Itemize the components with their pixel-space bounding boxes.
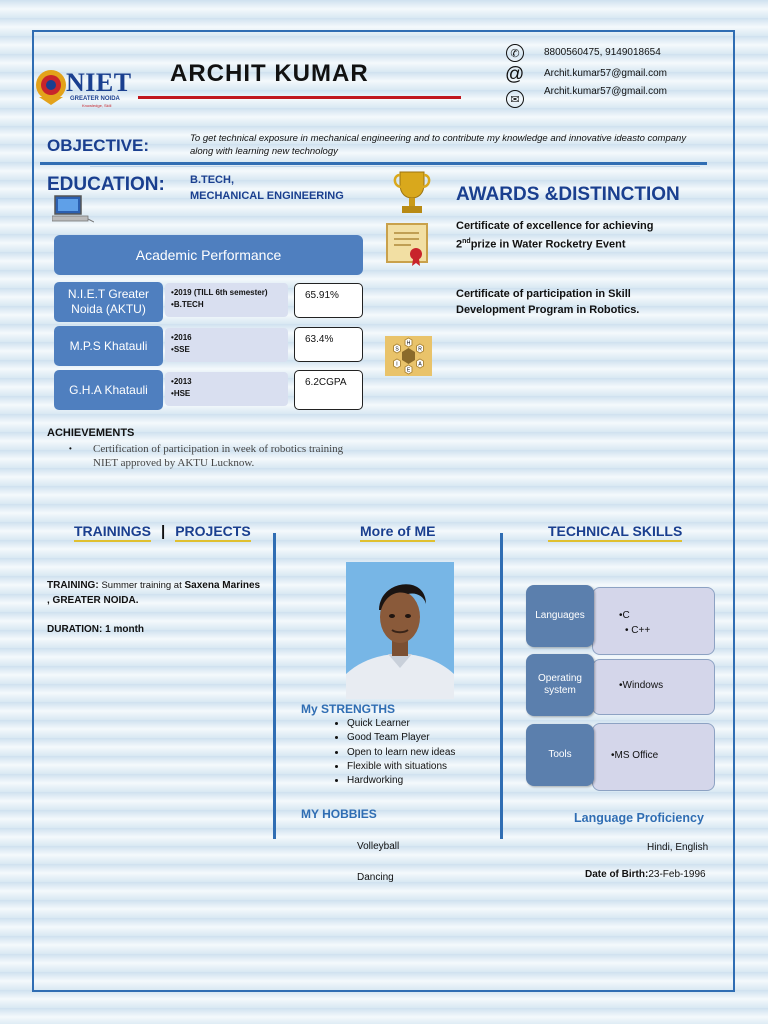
strengths-list bbox=[322, 717, 455, 788]
trainings-projects-heading bbox=[74, 523, 251, 542]
training-company: Saxena Marines , GREATER NOIDA. bbox=[47, 580, 261, 606]
section-divider-thin bbox=[90, 166, 700, 167]
award-1 bbox=[456, 218, 653, 253]
language-proficiency-title: Language Proficiency bbox=[574, 811, 704, 825]
institution-mps: M.P.S Khatauli bbox=[54, 326, 163, 366]
institution-gha: G.H.A Khatauli bbox=[54, 370, 163, 410]
at-sign-icon: @ bbox=[505, 64, 525, 85]
score-box: 63.4% bbox=[294, 327, 363, 362]
detail-course: SSE bbox=[173, 345, 190, 354]
bullet-icon: • bbox=[69, 444, 72, 453]
skill-item: C bbox=[622, 610, 630, 621]
logo-subtitle: GREATER NOIDA bbox=[70, 96, 120, 102]
dob-label: Date of Birth: bbox=[585, 869, 649, 880]
strength-item: • Flexible with situations bbox=[347, 760, 455, 774]
logo-tagline: Knowledge, Skill bbox=[82, 103, 112, 108]
training-duration: DURATION: 1 month bbox=[47, 624, 145, 635]
profile-photo bbox=[346, 562, 454, 699]
detail-year: 2016 bbox=[173, 333, 192, 342]
award-1-sup: nd bbox=[462, 238, 471, 245]
degree-block bbox=[190, 172, 344, 204]
skill-category-tools: Tools bbox=[526, 724, 594, 786]
technical-skills-heading: TECHNICAL SKILLS bbox=[548, 523, 682, 542]
award-1-line-2: prize in Water Rocketry Event bbox=[470, 238, 626, 251]
skill-category-languages: Languages bbox=[526, 585, 594, 647]
institution-detail-niet: •2019 (TILL 6th semester) •B.TECH bbox=[165, 283, 288, 317]
mail-address[interactable]: Archit.kumar57@gmail.com bbox=[544, 86, 667, 97]
column-divider-left bbox=[273, 533, 276, 839]
detail-course: B.TECH bbox=[173, 300, 204, 309]
candidate-name: ARCHIT KUMAR bbox=[170, 60, 369, 87]
dob-value: 23-Feb-1996 bbox=[648, 869, 706, 880]
score-box: 6.2CGPA bbox=[294, 370, 363, 410]
skill-category-os: Operating system bbox=[526, 654, 594, 716]
section-divider bbox=[40, 162, 707, 165]
training-label: TRAINING: bbox=[47, 580, 99, 591]
strength-item: • Open to learn new ideas bbox=[347, 746, 455, 760]
degree-branch: MECHANICAL ENGINEERING bbox=[190, 190, 344, 202]
hex-letter: R bbox=[418, 346, 422, 353]
niet-emblem-icon bbox=[35, 67, 67, 107]
phone-number: 8800560475, 9149018654 bbox=[544, 47, 661, 58]
hobbies-title: MY HOBBIES bbox=[301, 807, 377, 821]
email-address[interactable]: Archit.kumar57@gmail.com bbox=[544, 68, 667, 79]
trophy-icon bbox=[392, 170, 432, 216]
award-1-prefix: 2 bbox=[456, 238, 463, 251]
computer-icon bbox=[52, 195, 94, 225]
education-label: EDUCATION: bbox=[47, 174, 165, 195]
hex-letter: H bbox=[406, 340, 411, 347]
hobby-item: Dancing bbox=[357, 872, 394, 883]
heading-separator: | bbox=[161, 523, 166, 540]
logo-text: NIET bbox=[66, 68, 132, 97]
hobby-item: Volleyball bbox=[357, 841, 400, 852]
score-box: 65.91% bbox=[294, 283, 363, 318]
skill-item: Windows bbox=[622, 680, 664, 691]
training-text: Summer training at bbox=[101, 580, 182, 591]
detail-year: 2013 bbox=[173, 377, 192, 386]
skill-items-languages: •C • C++ bbox=[592, 587, 715, 655]
achievement-item: Certification of participation in week of robotics training NIET approved by AKTU Lucknow. bbox=[93, 443, 344, 469]
trainings-heading: TRAININGS bbox=[74, 523, 151, 542]
hex-letter: A bbox=[418, 361, 422, 368]
envelope-icon: ✉ bbox=[506, 90, 524, 108]
hex-letter: E bbox=[406, 367, 411, 374]
detail-course: HSE bbox=[173, 389, 191, 398]
award-2-line-2: Development Program in Robotics. bbox=[456, 304, 640, 316]
skill-items-tools: •MS Office bbox=[592, 723, 715, 791]
date-of-birth bbox=[585, 869, 706, 880]
degree-name: B.TECH, bbox=[190, 174, 234, 186]
hex-letter: I bbox=[396, 361, 398, 368]
awards-title: AWARDS &DISTINCTION bbox=[456, 184, 680, 205]
achievements-title: ACHIEVEMENTS bbox=[47, 427, 135, 439]
name-underline bbox=[138, 96, 461, 99]
institution-niet: N.I.E.T Greater Noida (AKTU) bbox=[54, 282, 163, 322]
award-1-line-1: Certificate of excellence for achieving bbox=[456, 220, 654, 232]
phone-icon: ✆ bbox=[506, 44, 524, 62]
hex-letter: S bbox=[395, 346, 399, 353]
strengths-title: My STRENGTHS bbox=[301, 702, 396, 716]
objective-label: OBJECTIVE: bbox=[47, 136, 150, 155]
institution-detail-gha: •2013 •HSE bbox=[165, 372, 288, 406]
strength-item: • Quick Learner bbox=[347, 717, 455, 731]
projects-heading: PROJECTS bbox=[175, 523, 250, 542]
skill-item: MS Office bbox=[614, 750, 659, 761]
skill-item: C++ bbox=[631, 625, 651, 636]
training-block bbox=[47, 578, 262, 637]
column-divider-right bbox=[500, 533, 503, 839]
award-2 bbox=[456, 286, 639, 318]
certificate-icon bbox=[385, 221, 430, 267]
hexagon-skills-icon bbox=[385, 336, 432, 376]
strength-item: • Good Team Player bbox=[347, 731, 455, 745]
academic-performance-header: Academic Performance bbox=[54, 235, 363, 275]
strength-item: • Hardworking bbox=[347, 774, 455, 788]
more-of-me-heading: More of ME bbox=[360, 523, 435, 542]
objective-text: To get technical exposure in mechanical engineering and to contribute my knowledge and innovative ideasto company along with learning new technology bbox=[190, 133, 687, 157]
award-2-line-1: Certificate of participation in Skill bbox=[456, 288, 631, 300]
detail-year: 2019 (TILL 6th semester) bbox=[173, 288, 268, 297]
skill-items-os: •Windows bbox=[592, 659, 715, 715]
institution-detail-mps: •2016 •SSE bbox=[165, 328, 288, 362]
languages-known: Hindi, English bbox=[647, 842, 709, 853]
